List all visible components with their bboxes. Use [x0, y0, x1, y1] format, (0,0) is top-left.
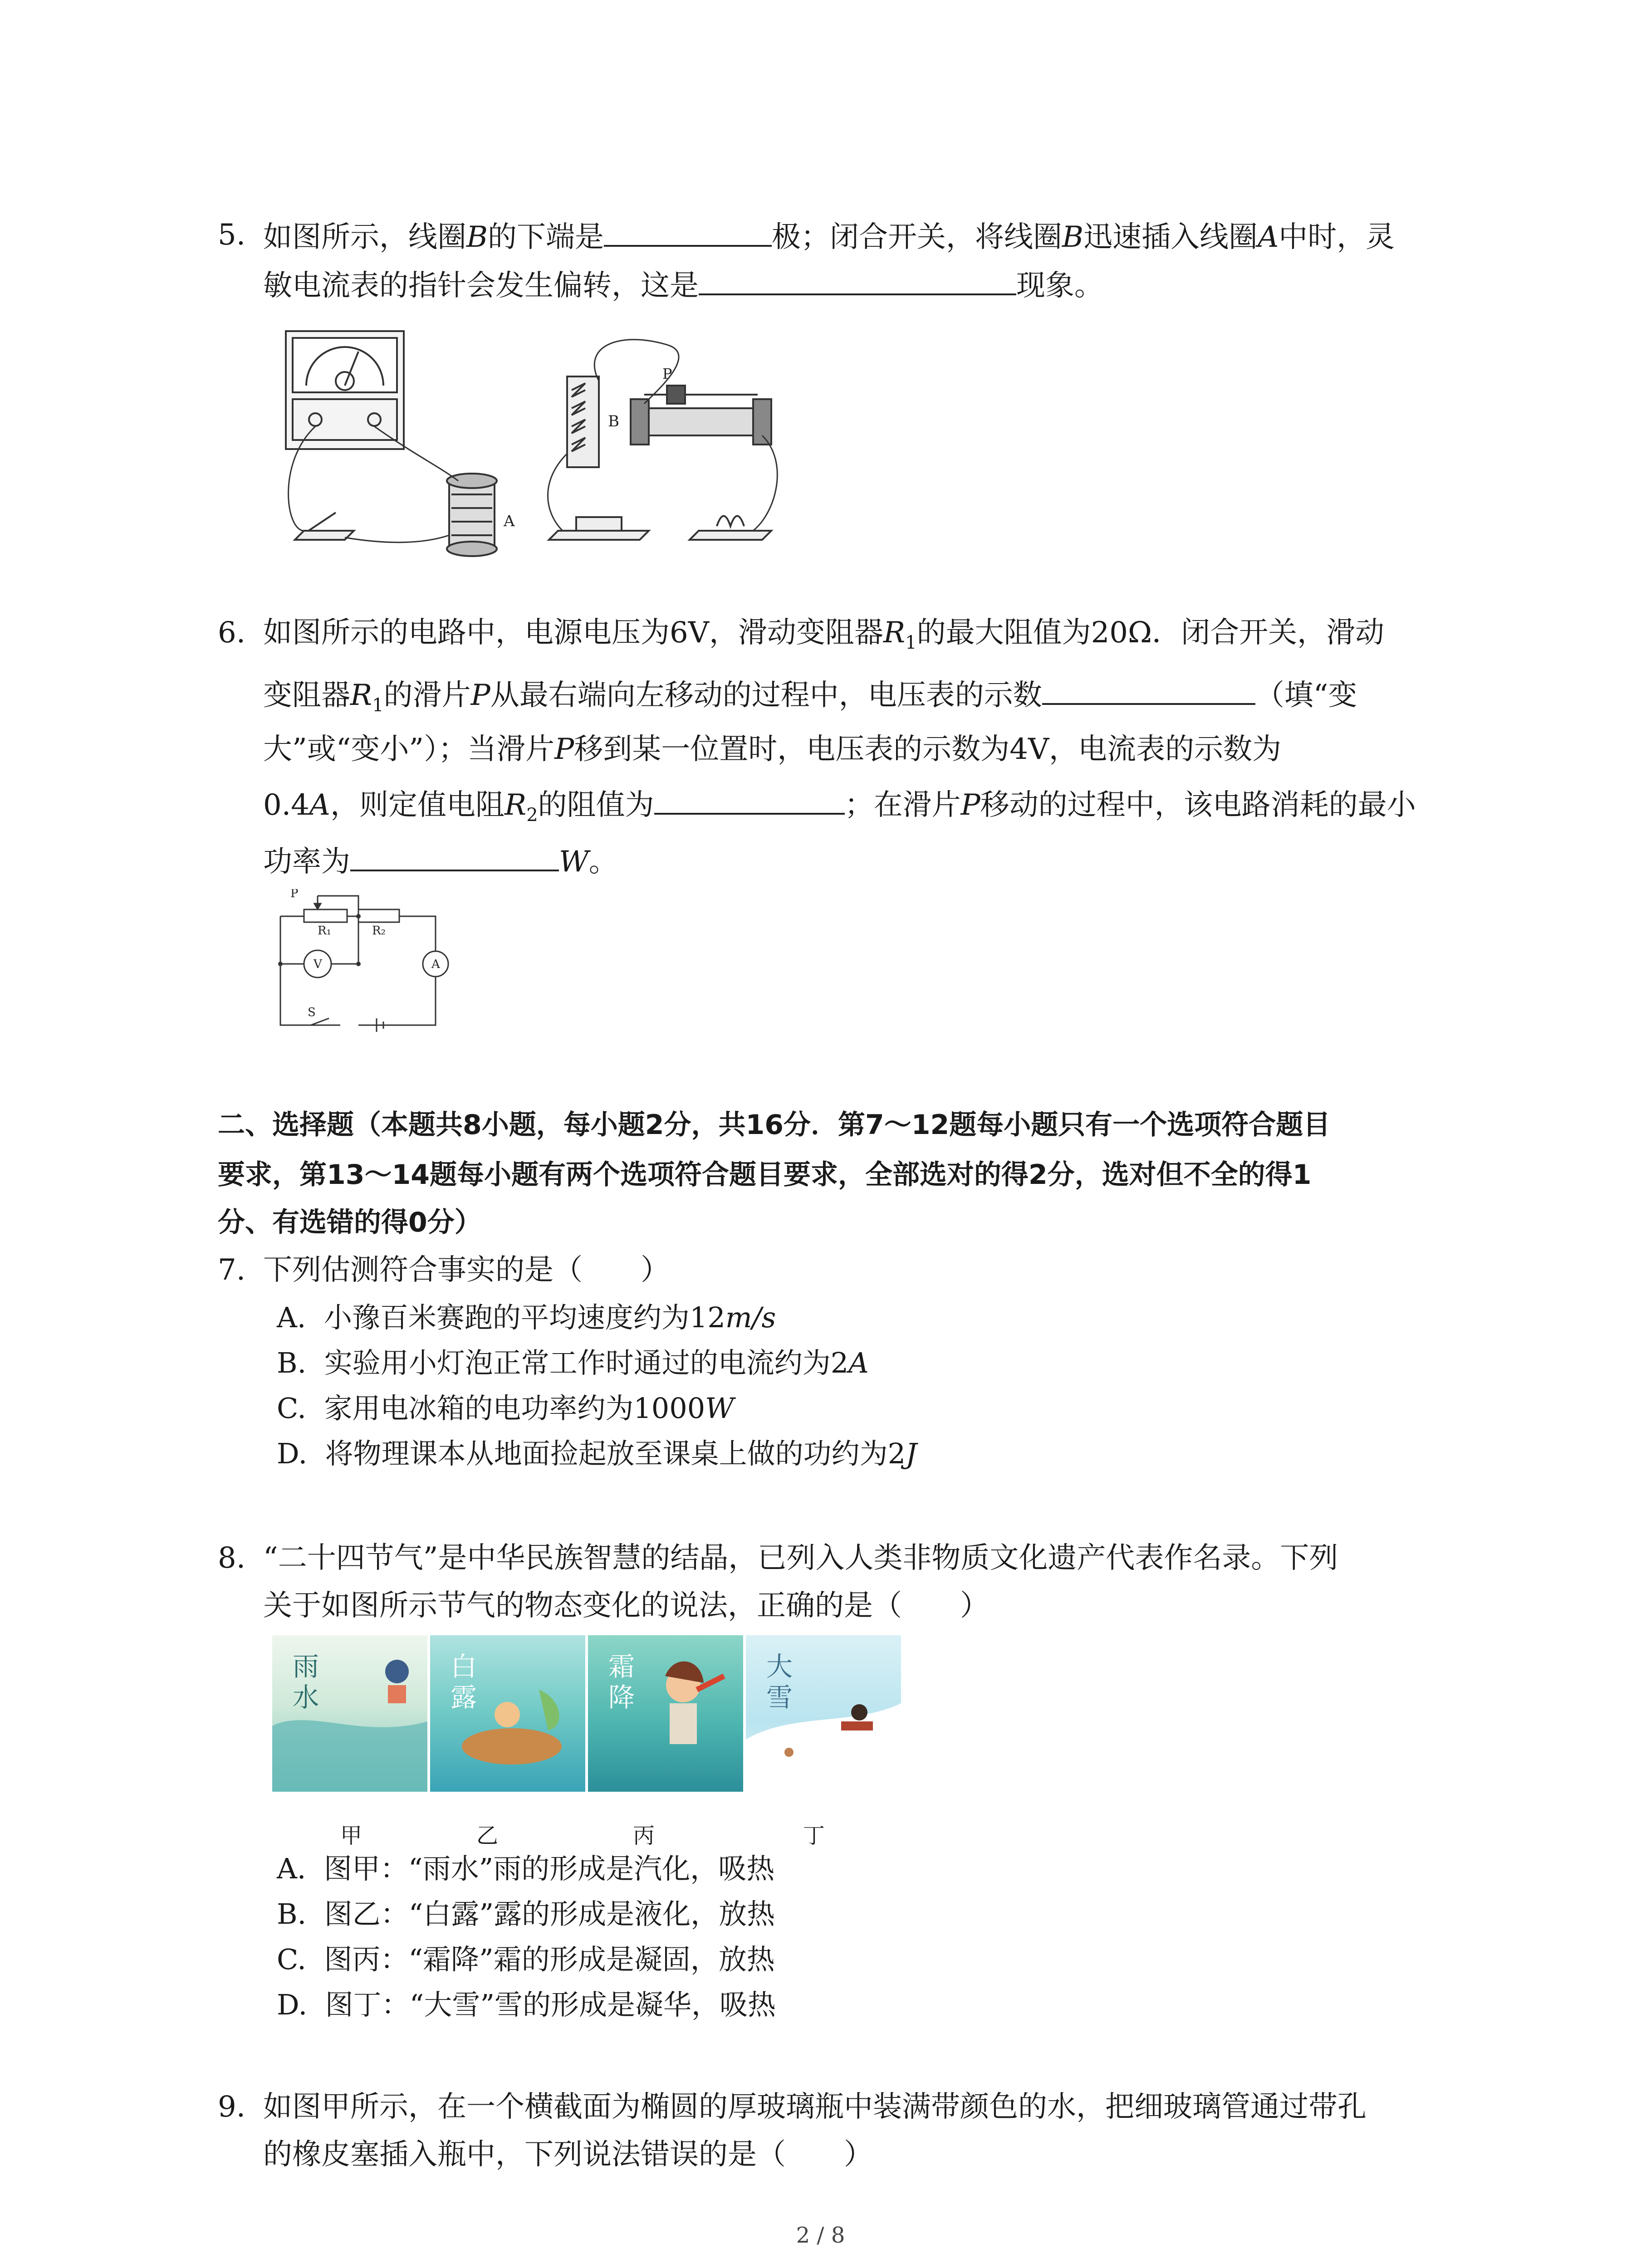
panel-ding-title-1: 大 — [766, 1651, 793, 1682]
r2-resistor — [358, 909, 399, 922]
battery-icon — [549, 517, 649, 540]
umbrella-figure-icon — [272, 1635, 427, 1792]
q7-number: 7. — [218, 1253, 246, 1287]
q6-line-1: 如图所示的电路中，电源电压为6V，滑动变阻器$R_1$的最大阻值为20Ω．闭合开关，滑动 — [263, 616, 1385, 653]
switch-icon — [295, 513, 354, 540]
caption-jia: 甲 — [340, 1823, 362, 1848]
q6-number: 6. — [218, 616, 246, 650]
rheostat-icon — [631, 386, 771, 445]
q7-option-c[interactable]: C. 家用电冰箱的电功率约为1000W — [277, 1392, 734, 1425]
section2-line-1: 二、选择题（本题共8小题，每小题2分，共16分．第7～12题每小题只有一个选项符合题目 — [218, 1109, 1331, 1141]
label-v: V — [314, 958, 322, 971]
girl-figure-icon — [588, 1635, 743, 1792]
coil-b-icon — [567, 376, 599, 467]
caption-ding: 丁 — [803, 1823, 825, 1848]
q8-option-c[interactable]: C. 图丙：“霜降”霜的形成是凝固，放热 — [277, 1943, 775, 1976]
boat-figure-icon — [430, 1635, 585, 1792]
q5-line-2: 敏电流表的指针会发生偏转，这是 现象。 — [263, 265, 1103, 304]
q9-number: 9. — [218, 2090, 246, 2124]
coil-b-label: B — [608, 412, 619, 430]
panel-ding-title-2: 雪 — [766, 1682, 793, 1713]
label-a: A — [431, 958, 440, 971]
panel-bing-title-2: 降 — [608, 1682, 635, 1713]
q9-line-1: 如图甲所示，在一个横截面为椭圆的厚玻璃瓶中装满带颜色的水，把细玻璃管通过带孔 — [263, 2090, 1367, 2124]
panel-bing-title-1: 霜 — [608, 1651, 635, 1682]
q8-line-1: “二十四节气”是中华民族智慧的结晶，已列入人类非物质文化遗产代表作名录。下列 — [263, 1541, 1338, 1575]
q5-blank-2[interactable] — [699, 265, 1016, 295]
panel-ding-major-snow — [746, 1635, 901, 1792]
q8-line-2: 关于如图所示节气的物态变化的说法，正确的是（ ） — [263, 1589, 989, 1623]
label-r2: R₂ — [372, 924, 386, 938]
slider-p-label: P — [662, 365, 672, 382]
inductor-icon — [690, 516, 771, 540]
panel-yi-white-dew — [430, 1635, 585, 1792]
section2-line-3: 分、有选错的得0分） — [218, 1207, 482, 1238]
page-number: 2 / 8 — [796, 2223, 845, 2248]
q7-option-b[interactable]: B. 实验用小灯泡正常工作时通过的电流约为2A — [277, 1346, 869, 1379]
panel-bing-frost-descent — [588, 1635, 743, 1792]
panel-jia-title-2: 水 — [293, 1682, 319, 1713]
q5-line-1: 如图所示，线圈B的下端是 极；闭合开关，将线圈B迅速插入线圈A中时，灵 — [263, 217, 1395, 255]
q6-circuit-diagram — [272, 889, 454, 1039]
coil-a-label: A — [504, 512, 515, 530]
q6-line-5: 功率为 W。 — [263, 841, 618, 880]
panel-jia-title-1: 雨 — [293, 1651, 319, 1682]
q8-option-d[interactable]: D. 图丁：“大雪”雪的形成是凝华，吸热 — [277, 1988, 776, 2021]
q7-stem: 下列估测符合事实的是（ ） — [263, 1253, 670, 1287]
panel-yi-title-1: 白 — [451, 1651, 477, 1682]
section2-line-2: 要求，第13～14题每小题有两个选项符合题目要求，全部选对的得2分，选对但不全的得1 — [218, 1159, 1312, 1191]
q6-blank-1[interactable] — [1042, 675, 1255, 705]
q5-figure — [268, 318, 803, 558]
q8-option-a[interactable]: A. 图甲：“雨水”雨的形成是汽化，吸热 — [277, 1852, 775, 1885]
q6-line-2: 变阻器$R_1$的滑片P从最右端向左移动的过程中，电压表的示数 （填“变 — [263, 675, 1357, 723]
panel-jia-rain-water — [272, 1635, 427, 1792]
q5-number: 5. — [218, 218, 246, 252]
label-p: P — [290, 889, 299, 900]
q7-option-a[interactable]: A. 小豫百米赛跑的平均速度约为12m/s — [277, 1301, 776, 1334]
q6-blank-2[interactable] — [654, 785, 845, 815]
galvanometer-icon — [286, 331, 404, 449]
panel-yi-title-2: 露 — [451, 1682, 477, 1713]
caption-yi: 乙 — [476, 1823, 499, 1848]
q8-number: 8. — [218, 1541, 246, 1575]
switch-s — [311, 1018, 329, 1025]
coil-a-icon — [447, 474, 497, 556]
q9-line-2: 的橡皮塞插入瓶中，下列说法错误的是（ ） — [263, 2138, 873, 2171]
q6-line-3: 大”或“变小”）；当滑片P移到某一位置时，电压表的示数为4V，电流表的示数为 — [263, 733, 1282, 766]
label-s: S — [308, 1006, 316, 1019]
q8-option-b[interactable]: B. 图乙：“白露”露的形成是液化，放热 — [277, 1897, 775, 1931]
q6-line-4: 0.4A，则定值电阻$R_2$的阻值为 ；在滑片P移动的过程中，该电路消耗的最小 — [263, 785, 1416, 833]
q7-option-d[interactable]: D. 将物理课本从地面捡起放至课桌上做的功约为2J — [277, 1437, 917, 1470]
r1-resistor — [304, 909, 347, 922]
q6-blank-3[interactable] — [350, 841, 559, 871]
q5-blank-1[interactable] — [604, 217, 772, 247]
label-r1: R₁ — [318, 924, 331, 938]
sled-figure-icon — [746, 1635, 901, 1792]
caption-bing: 丙 — [633, 1823, 655, 1848]
